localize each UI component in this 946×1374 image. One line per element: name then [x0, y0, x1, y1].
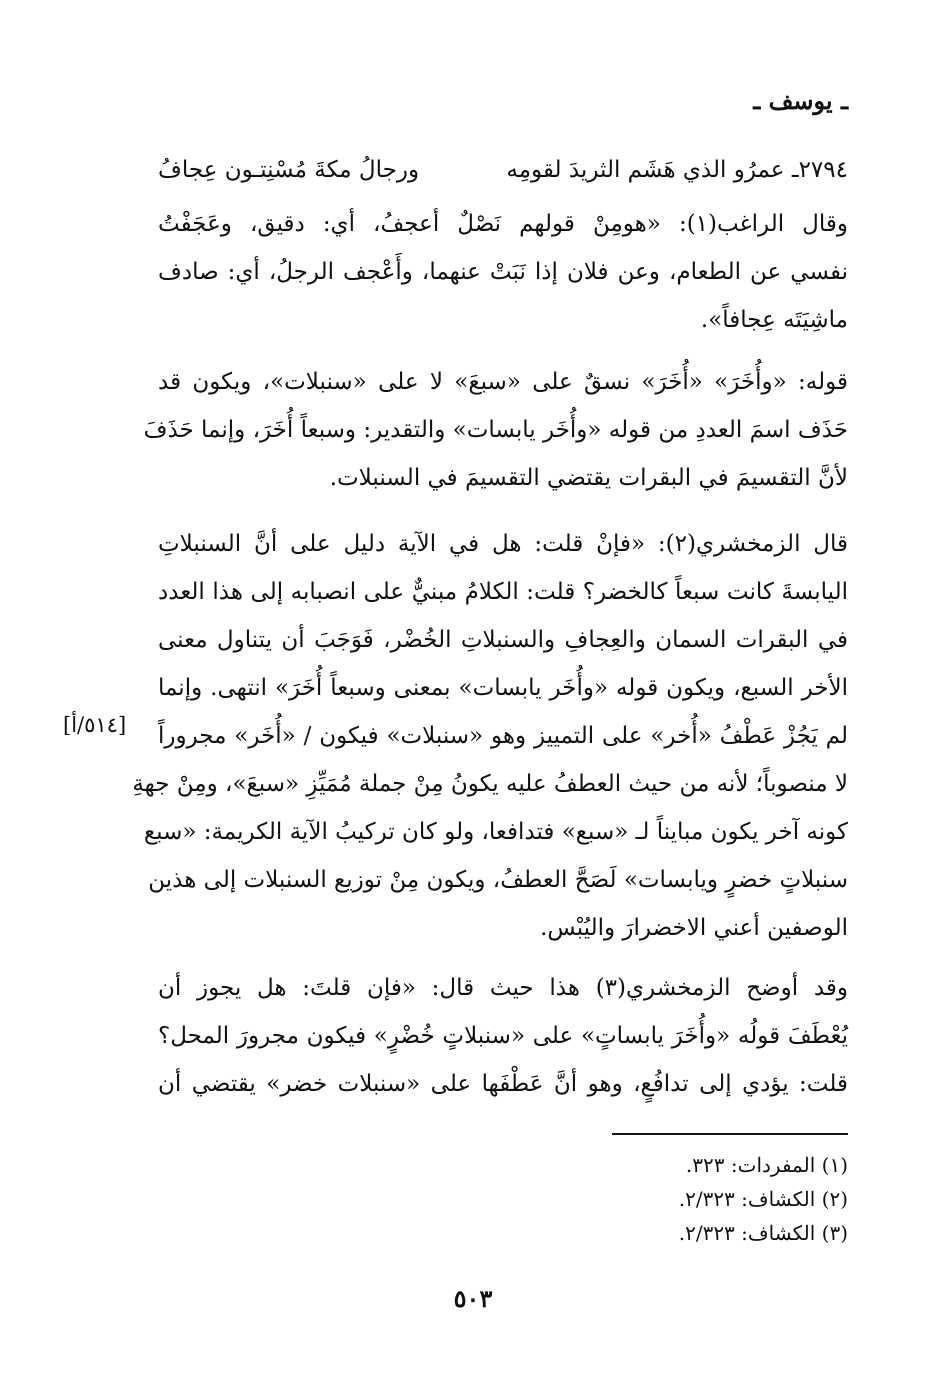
text-line: في البقرات السمان والعِجافِ والسنبلاتِ الخُضْر، فَوَجَبَ أن يتناول معنى	[158, 627, 848, 653]
text-line: قال الزمخشري(٢): «فإنْ قلت: هل في الآية دليل على أنَّ السنبلاتِ	[158, 531, 849, 557]
text-line: لأنَّ التقسيمَ في البقرات يقتضي التقسيمَ في السنبلات.	[329, 465, 848, 491]
text-line: كونه آخر يكون مبايناً لـ «سبع» فتدافعا، ولو كان تركيبُ الآية الكريمة: «سبع	[143, 819, 848, 845]
text-line: وقال الراغب(١): «هومِنْ قولهم نَصْلٌ أعجفُ، أي: دقيق، وعَجَفْتُ	[158, 211, 848, 237]
text-line: لا منصوباً؛ لأنه من حيث العطفُ عليه يكونُ مِنْ جملة مُمَيِّزِ «سبعَ»، ومِنْ جهةِ	[132, 771, 848, 797]
poetry-verse	[158, 148, 848, 192]
manuscript-folio-reference: [٥١٤/أ]	[63, 713, 127, 737]
verse-first-hemistich: ٢٧٩٤ـ عمرُو الذي هَشَم الثريدَ لقومِه	[506, 157, 848, 183]
text-line: يُعْطَفَ قولُه «وأُخَرَ يابساتٍ» على «سنبلاتٍ خُضْرٍ» فيكون مجرورَ المحل؟	[158, 1023, 848, 1049]
text-line: سنبلاتٍ خضرٍ ويابسات» لَصَحَّ العطفُ، ويكون مِنْ توزيع السنبلات إلى هذين	[148, 867, 848, 893]
footnotes	[548, 1148, 848, 1250]
text-line: ماشِيَتَه عِجافاً».	[700, 307, 848, 333]
paragraph-raghib	[158, 200, 848, 344]
text-line: وقد أوضح الزمخشري(٣) هذا حيث قال: «فإن قلتَ: هل يجوز أن	[158, 975, 848, 1001]
paragraph-zamakhshari-1	[132, 520, 849, 952]
running-header: ـ يوسف ـ	[753, 86, 848, 115]
text-line: الوصفين أعني الاخضرارَ واليُبْس.	[540, 915, 848, 941]
text-line: اليابسةَ كانت سبعاً كالخضر؟ قلت: الكلامُ مبنيٌّ على انصبابه إلى هذا العدد	[158, 579, 848, 605]
paragraph-zamakhshari-2	[158, 964, 848, 1108]
text-line: لم يَجُزْ عَطْفُ «أُخر» على التمييز وهو «سنبلات» فيكون / «أُخَر» مجروراً	[158, 723, 848, 749]
footnote-separator	[612, 1133, 848, 1135]
text-line: قوله: «وأُخَرَ» «أُخَرَ» نسقٌ على «سبعَ» لا على «سنبلات»، ويكون قد	[158, 369, 848, 395]
text-line: نفسي عن الطعام، وعن فلان إذا نَبَتْ عنهما، وأَعْجف الرجلُ، أي: صادف	[158, 259, 848, 285]
footnote-1: (١) المفردات: ٣٢٣.	[685, 1153, 848, 1177]
paragraph-qawluhu	[143, 358, 848, 502]
footnote-2: (٢) الكشاف: ٢/٣٢٣.	[678, 1187, 848, 1211]
verse-second-hemistich: ورجالُ مكةَ مُسْنِتـون عِجافُ	[158, 157, 420, 183]
text-line: حَذَف اسمَ العددِ من قوله «وأُخَر يابسات» والتقدير: وسبعاً أُخَرَ، وإنما حَذَفَ	[143, 417, 848, 443]
text-line: قلت: يؤدي إلى تدافُعٍ، وهو أنَّ عَطْفَها على «سنبلات خضر» يقتضي أن	[158, 1071, 848, 1097]
footnote-3: (٣) الكشاف: ٢/٣٢٣.	[678, 1221, 848, 1245]
page-number: ٥٠٣	[453, 1284, 493, 1313]
text-line: الأخر السبع، ويكون قوله «وأُخَر يابسات» بمعنى وسبعاً أُخَرَ» انتهى. وإنما	[158, 675, 848, 701]
